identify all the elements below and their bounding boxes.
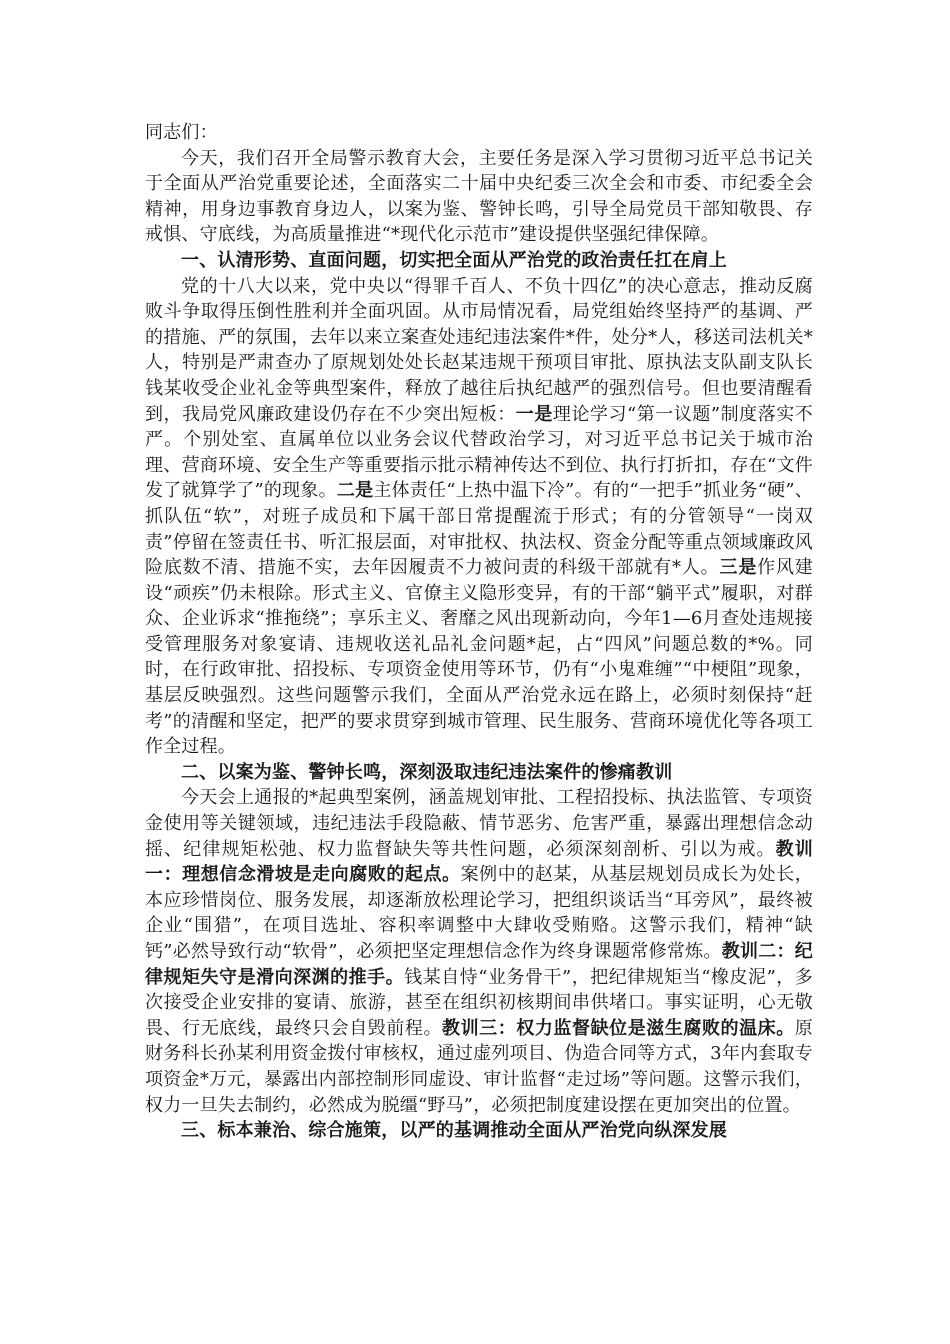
lesson-two-label: 教训二：纪律规矩失守是滑向深渊的推手。 xyxy=(145,941,814,988)
section-2-heading: 二、以案为鉴、警钟长鸣，深刻汲取违纪违法案件的惨痛教训 xyxy=(181,761,673,783)
section-1-text-1: 党的十八大以来，党中央以“得罪千百人、不负十四亿”的决心意志，推动反腐败斗争取得压倒性胜利并全面巩固。从市局情况看，局党组始终坚持严的基调、严的措施、严的氛围，去年以来立案查处违纪违法案件*件，处分*人，移送司法机关*人，特别是严肃查办了原规划处处长赵某违规干预项目审批、原执法支队副支队长钱某收受企业礼金等典型案件，释放了越往后执纪越严的强烈信号。但也要清醒看到，我局党风廉政建设仍存在不少突出短板： xyxy=(145,275,813,425)
lesson-one-label: 教训一：理想信念滑坡是走向腐败的起点。 xyxy=(145,838,813,886)
section-1-text-2: 理论学习“第一议题”制度落实不严。个别处室、直属单位以业务会议代替政治学习，对习近平总书记关于城市治理、营商环境、安全生产等重要指示批示精神传达不到位、执行打折扣，存在“文件发了就算学了”的现象。 xyxy=(145,403,814,502)
salutation: 同志们： xyxy=(145,122,218,143)
section-2-paragraph xyxy=(145,785,813,1118)
point-two-label: 二是 xyxy=(336,480,374,502)
section-2-text-2: 案例中的赵某，从基层规划员成长为处长，本应珍惜岗位、服务发展，却逐渐放松理论学习，把组织谈话当“耳旁风”，最终被企业“围猎”，在项目选址、容积率调整中大肆收受贿赂。这警示我们，精神“缺钙”必然导致行动“软骨”，必须把坚定理想信念作为终身课题常修常炼。 xyxy=(145,864,813,962)
section-2-text-3: 钱某自恃“业务骨干”，把纪律规矩当“橡皮泥”，多次接受企业安排的宴请、旅游，甚至在组织初核期间串供堵口。事实证明，心无敬畏、行无底线，最终只会自毁前程。 xyxy=(145,966,813,1039)
point-one-label: 一是 xyxy=(515,403,553,425)
section-1-text-3: 主体责任“上热中温下冷”。有的“一把手”抓业务“硬”、抓队伍“软”，对班子成员和下属干部日常提醒流于形式；有的分管领导“一岗双责”停留在签责任书、听汇报层面，对审批权、执法权、资金分配等重点领域廉政风险底数不清、措施不实，去年因履责不力被问责的科级干部就有*人。 xyxy=(145,480,813,579)
section-1-paragraph xyxy=(145,274,813,760)
point-three-label: 三是 xyxy=(719,557,758,579)
section-1-text-4: 作风建设“顽疾”仍未根除。形式主义、官僚主义隐形变异，有的干部“躺平式”履职，对群众、企业诉求“推拖绕”；享乐主义、奢靡之风出现新动向，今年1—6月查处违规接受管理服务对象宴请、违规收送礼品礼金问题*起，占“四风”问题总数的*%。同时，在行政审批、招投标、专项资金使用等环节，仍有“小鬼难缠”“中梗阻”现象，基层反映强烈。这些问题警示我们，全面从严治党永远在路上，必须时刻保持“赶考”的清醒和坚定，把严的要求贯穿到城市管理、民生服务、营商环境优化等各项工作全过程。 xyxy=(145,557,814,758)
lesson-three-label: 教训三：权力监督缺位是滋生腐败的温床。 xyxy=(442,1017,795,1039)
section-2-text-4: 原财务科长孙某利用资金拨付审核权，通过虚列项目、伪造合同等方式，3年内套取专项资金*万元，暴露出内部控制形同虚设、审计监督“走过场”等问题。这警示我们，权力一旦失去制约，必然成为脱缰“野马”，必须把制度建设摆在更加突出的位置。 xyxy=(145,1017,813,1116)
section-1-heading: 一、认清形势、直面问题，切实把全面从严治党的政治责任扛在肩上 xyxy=(181,249,727,271)
document-page xyxy=(145,120,813,1144)
section-3-heading: 三、标本兼治、综合施策，以严的基调推动全面从严治党向纵深发展 xyxy=(181,1120,727,1142)
intro-paragraph: 今天，我们召开全局警示教育大会，主要任务是深入学习贯彻习近平总书记关于全面从严治党重要论述，全面落实二十届中央纪委三次全会和市委、市纪委全会精神，用身边事教育身边人，以案为鉴、警钟长鸣，引导全局党员干部知敬畏、存戒惧、守底线，为高质量推进“*现代化示范市”建设提供坚强纪律保障。 xyxy=(145,147,813,246)
section-2-text-1: 今天会上通报的*起典型案例，涵盖规划审批、工程招投标、执法监管、专项资金使用等关键领域，违纪违法手段隐蔽、情节恶劣、危害严重，暴露出理想信念动摇、纪律规矩松弛、权力监督缺失等共性问题，必须深刻剖析、引以为戒。 xyxy=(145,787,813,860)
